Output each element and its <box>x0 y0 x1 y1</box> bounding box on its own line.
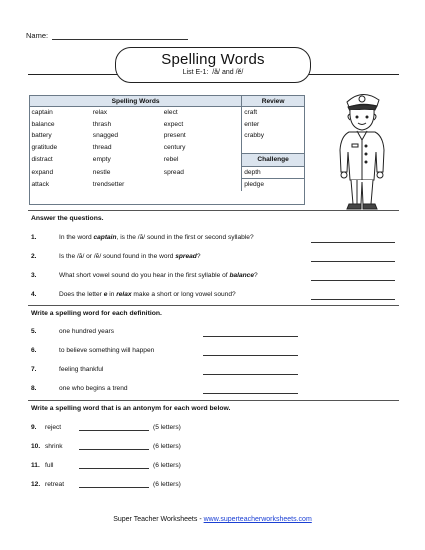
sailor-illustration <box>327 80 397 215</box>
word-cell: captain <box>31 109 53 117</box>
question-number: 10. <box>31 443 41 450</box>
word-cell: expect <box>163 120 184 128</box>
word-cell: trendsetter <box>92 181 125 188</box>
answer-blank[interactable] <box>203 329 298 337</box>
question-number: 11. <box>31 462 40 469</box>
question-number: 4. <box>31 291 37 298</box>
question-number: 5. <box>31 328 37 335</box>
challenge-word: pledge <box>242 179 305 191</box>
antonym-11: 11. full (6 letters) <box>31 462 181 469</box>
word-cell: spread <box>163 168 184 176</box>
answer-blank[interactable] <box>311 254 395 262</box>
answer-blank[interactable] <box>79 480 149 488</box>
question-number: 2. <box>31 253 37 260</box>
emphasis-word: balance <box>229 272 254 279</box>
title-box <box>115 47 311 83</box>
word-cell: thrash <box>92 120 112 128</box>
name-label: Name: <box>26 31 49 40</box>
emphasis-word: e <box>103 291 108 298</box>
spelling-table <box>29 95 305 191</box>
review-word: crabby <box>242 130 305 142</box>
footer-brand: Super Teacher Worksheets <box>113 516 198 523</box>
section-heading: Write a spelling word for each definition. <box>31 310 162 317</box>
definition-6: 6. to believe something will happen <box>31 347 155 354</box>
answer-blank[interactable] <box>203 367 298 375</box>
table-row <box>30 130 305 142</box>
table-row <box>30 142 305 154</box>
section-divider <box>28 400 399 401</box>
challenge-header: Challenge <box>242 154 305 167</box>
word-cell: distract <box>31 156 53 164</box>
word-cell: thread <box>92 144 112 151</box>
word-cell: present <box>163 132 186 140</box>
challenge-word: depth <box>242 166 305 179</box>
word-cell: empty <box>92 156 111 164</box>
question-1: 1. In the word captain, is the /ă/ sound in the first or second syllable? <box>31 234 254 241</box>
section-divider <box>28 210 399 211</box>
question-number: 6. <box>31 347 37 354</box>
answer-blank[interactable] <box>311 235 395 243</box>
word-cell: battery <box>31 132 52 140</box>
name-field[interactable] <box>26 31 188 40</box>
list-subtitle <box>116 69 310 76</box>
word-cell: snagged <box>92 132 119 140</box>
answer-blank[interactable] <box>311 292 395 300</box>
word-cell: century <box>163 144 186 151</box>
answer-blank[interactable] <box>311 273 395 281</box>
question-number: 12. <box>31 481 41 488</box>
question-number: 9. <box>31 424 37 431</box>
footer: Super Teacher Worksheets - www.superteacherworksheets.com <box>113 516 312 523</box>
question-3: 3. What short vowel sound do you hear in the first syllable of balance? <box>31 272 258 279</box>
table-row <box>30 179 305 191</box>
answer-blank[interactable] <box>79 442 149 450</box>
word-cell: attack <box>31 181 50 188</box>
antonym-9: 9. reject (5 letters) <box>31 424 181 431</box>
name-blank[interactable] <box>52 31 188 40</box>
definition-5: 5. one hundred years <box>31 328 114 335</box>
word-cell: balance <box>31 120 55 128</box>
section-divider <box>28 305 399 306</box>
question-number: 1. <box>31 234 37 241</box>
section-heading: Answer the questions. <box>31 215 104 222</box>
question-number: 7. <box>31 366 37 373</box>
word-cell <box>162 179 242 191</box>
antonym-10: 10. shrink (6 letters) <box>31 443 181 450</box>
footer-link[interactable]: www.superteacherworksheets.com <box>203 516 312 523</box>
table-row <box>30 107 305 119</box>
list-sounds: /ă/ and /ĕ/ <box>212 69 244 76</box>
table-row <box>30 119 305 131</box>
table-row <box>30 166 305 179</box>
word-cell: rebel <box>163 156 179 164</box>
word-cell: elect <box>163 109 178 117</box>
emphasis-word: relax <box>116 291 132 298</box>
review-word: enter <box>242 119 305 131</box>
review-header: Review <box>242 96 305 107</box>
definition-7: 7. feeling thankful <box>31 366 104 373</box>
page-title: Spelling Words <box>161 51 265 68</box>
question-4: 4. Does the letter e in relax make a short or long vowel sound? <box>31 291 236 298</box>
spelling-words-header: Spelling Words <box>30 96 242 107</box>
answer-blank[interactable] <box>79 423 149 431</box>
definition-8: 8. one who begins a trend <box>31 385 128 392</box>
emphasis-word: captain <box>93 234 117 241</box>
word-cell: expand <box>31 168 54 176</box>
answer-blank[interactable] <box>203 348 298 356</box>
question-number: 8. <box>31 385 37 392</box>
list-prefix: List E-1: <box>182 69 209 76</box>
table-row <box>30 154 305 167</box>
word-cell: gratitude <box>31 144 58 151</box>
word-cell: relax <box>92 109 108 117</box>
question-number: 3. <box>31 272 37 279</box>
word-cell: nestle <box>92 168 111 176</box>
review-word: craft <box>242 107 305 119</box>
question-2: 2. Is the /ă/ or /ĕ/ sound found in the word spread? <box>31 253 201 260</box>
emphasis-word: spread <box>175 253 197 260</box>
answer-blank[interactable] <box>203 386 298 394</box>
section-heading: Write a spelling word that is an antonym for each word below. <box>31 405 231 412</box>
antonym-12: 12. retreat (6 letters) <box>31 481 181 488</box>
answer-blank[interactable] <box>79 461 149 469</box>
